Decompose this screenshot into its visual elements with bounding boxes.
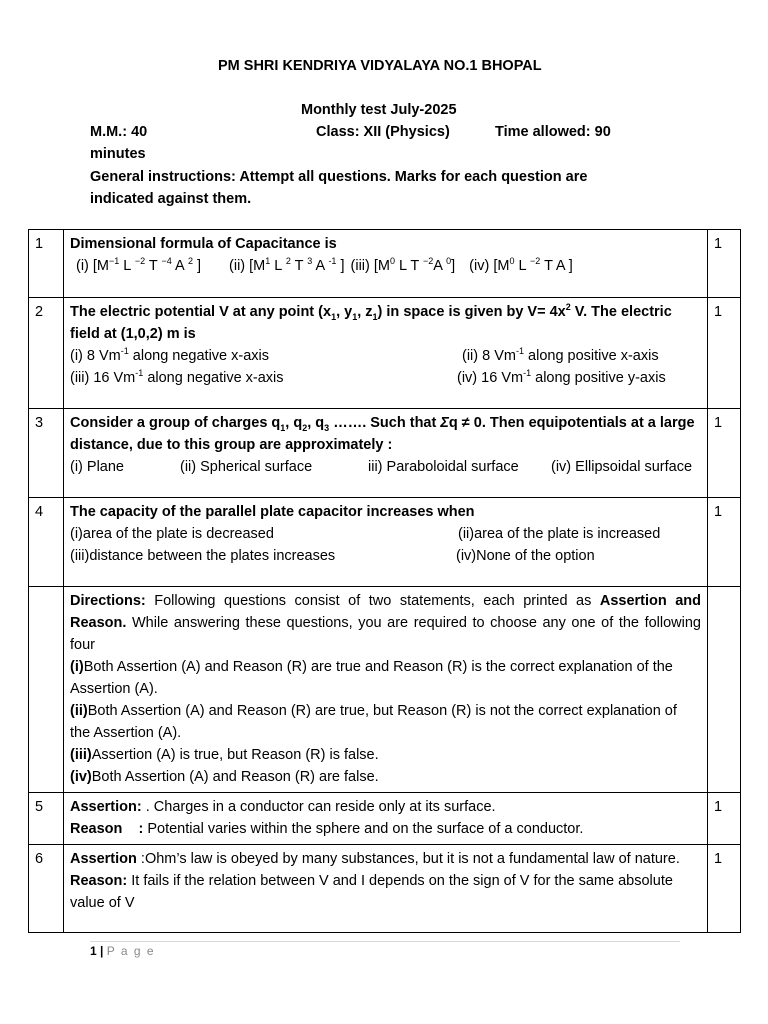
page-number: 1 bbox=[90, 944, 97, 958]
assertion: Assertion: . Charges in a conductor can reside only at its surface. bbox=[70, 799, 496, 815]
time-allowed: Time allowed: 90 bbox=[495, 124, 611, 140]
options-row bbox=[70, 545, 701, 567]
option-iii: (iii) [$M^0$ L T $^{-2}$A $^0$] bbox=[350, 256, 456, 274]
question-body bbox=[64, 409, 708, 498]
question-marks: 1 bbox=[708, 793, 741, 845]
question-marks: 1 bbox=[708, 230, 741, 298]
directions-cell bbox=[64, 587, 708, 793]
reason: Reason: It fails if the relation between V and I depends on the sign of V for the same absolute value of V bbox=[70, 873, 673, 911]
table-row bbox=[29, 587, 741, 793]
question-table bbox=[28, 229, 741, 933]
options-row bbox=[70, 255, 701, 277]
question-number: 5 bbox=[29, 793, 64, 845]
question-body bbox=[64, 298, 708, 409]
option-iv: (iv) Ellipsoidal surface bbox=[551, 459, 693, 475]
directions-text: Directions: Following questions consist of two statements, each printed as Assertion and Reason. While answering these questions, you are required to choose any one of the following four bbox=[70, 593, 701, 653]
page-footer bbox=[90, 944, 155, 958]
option-iii: (iii) 16 $Vm^{-1}$ along negative x-axis bbox=[70, 368, 284, 386]
table-row bbox=[29, 230, 741, 298]
question-stem: The capacity of the parallel plate capacitor increases when bbox=[70, 504, 475, 520]
option-iii: iii) Paraboloidal surface bbox=[368, 459, 519, 475]
question-marks: 1 bbox=[708, 498, 741, 587]
option-i: (i) [$M^{-1}$ L $^{-2}$ T $^{-4}$ A $^2$ ] bbox=[76, 256, 202, 274]
max-marks: M.M.: 40 bbox=[90, 124, 148, 140]
question-body bbox=[64, 793, 708, 845]
assertion: Assertion :Ohm’s law is obeyed by many substances, but it is not a fundamental law of nature. bbox=[70, 851, 680, 867]
question-marks: 1 bbox=[708, 298, 741, 409]
option-ii: (ii) [$M^1$ L $^2$ T $^3$ A $^{-1}$ ] bbox=[229, 256, 345, 274]
question-number: 6 bbox=[29, 845, 64, 933]
class-label: Class: XII (Physics) bbox=[316, 124, 450, 140]
options-row bbox=[70, 367, 701, 389]
option-i: (i) Plane bbox=[70, 459, 124, 475]
directions-option: (i)Both Assertion (A) and Reason (R) are true and Reason (R) is the correct explanation of the Assertion (A). bbox=[70, 659, 673, 697]
table-row bbox=[29, 793, 741, 845]
time-unit: minutes bbox=[90, 146, 146, 162]
school-name: PM SHRI KENDRIYA VIDYALAYA NO.1 BHOPAL bbox=[218, 58, 542, 74]
option-iv: (iv)None of the option bbox=[456, 548, 595, 564]
options-row bbox=[70, 456, 701, 478]
option-i: (i) 8 $Vm^{-1}$ along negative x-axis bbox=[70, 346, 270, 364]
question-body bbox=[64, 230, 708, 298]
directions-option: (iii)Assertion (A) is true, but Reason (R) is false. bbox=[70, 747, 379, 763]
footer-separator: | bbox=[96, 944, 107, 958]
option-i: (i)area of the plate is decreased bbox=[70, 526, 274, 542]
question-number: 3 bbox=[29, 409, 64, 498]
option-ii: (ii)area of the plate is increased bbox=[458, 526, 661, 542]
reason: Reason : Potential varies within the sphere and on the surface of a conductor. bbox=[70, 821, 584, 837]
question-marks: 1 bbox=[708, 845, 741, 933]
table-row bbox=[29, 409, 741, 498]
directions-option: (ii)Both Assertion (A) and Reason (R) are true, but Reason (R) is not the correct explanation of the Assertion (A). bbox=[70, 703, 677, 741]
option-iv: (iv) [$M^0$ L $^{-2}$ T A ] bbox=[469, 256, 573, 274]
directions-option: (iv)Both Assertion (A) and Reason (R) are false. bbox=[70, 769, 379, 785]
footer-divider bbox=[90, 941, 680, 942]
question-number: 2 bbox=[29, 298, 64, 409]
empty-cell bbox=[708, 587, 741, 793]
option-ii: (ii) Spherical surface bbox=[180, 459, 313, 475]
question-body bbox=[64, 498, 708, 587]
table-row bbox=[29, 845, 741, 933]
question-stem: The electric potential V at any point ($x_1$, $y_1$, $z_1$) in space is given by $V= 4x^2$ V. The electric field at (1,0,2) m is bbox=[70, 302, 672, 342]
options-row bbox=[70, 345, 701, 367]
question-number: 1 bbox=[29, 230, 64, 298]
option-iii: (iii)distance between the plates increases bbox=[70, 548, 336, 564]
general-instructions: General instructions: Attempt all questions. Marks for each question are indicated against them. bbox=[90, 169, 588, 207]
question-stem: Dimensional formula of Capacitance is bbox=[70, 236, 337, 252]
question-stem: Consider a group of charges $q_1$, $q_2$, $q_3$ ……. Such that Σq ≠ 0. Then equipotentials at a large distance, due to this group are approximately : bbox=[70, 415, 695, 453]
question-marks: 1 bbox=[708, 409, 741, 498]
test-title: Monthly test July-2025 bbox=[301, 102, 457, 118]
question-body bbox=[64, 845, 708, 933]
question-number: 4 bbox=[29, 498, 64, 587]
page-label: P a g e bbox=[106, 944, 156, 958]
empty-cell bbox=[29, 587, 64, 793]
option-ii: (ii) 8 $Vm^{-1}$ along positive x-axis bbox=[462, 346, 659, 364]
options-row bbox=[70, 523, 701, 545]
option-iv: (iv) 16 $Vm^{-1}$ along positive y-axis bbox=[457, 368, 666, 386]
table-row bbox=[29, 498, 741, 587]
table-row bbox=[29, 298, 741, 409]
